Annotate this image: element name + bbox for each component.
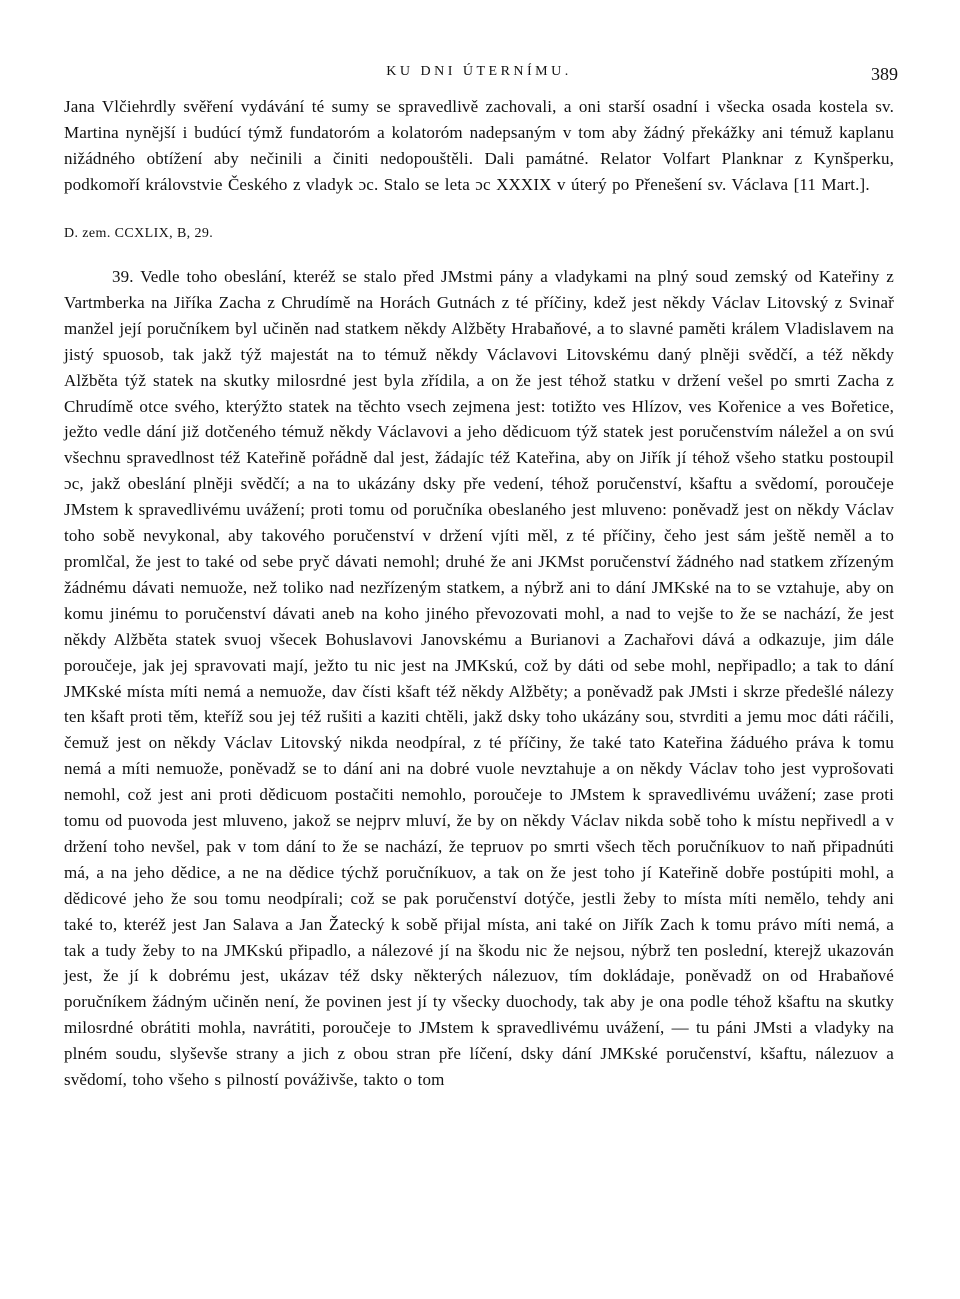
- running-title: KU DNI ÚTERNÍMU.: [386, 64, 572, 79]
- paragraph-1: [64, 94, 894, 198]
- paragraph-1-text: Jana Vlčiehrdly svěření vydávání té sumy se spravedlivě zachovali, a oni starší osadní i všecka osada kostela sv. Martina nynější i budúcí týmž fundatoróm a kolatoróm nadepsaným v tom aby žádný překážky ani témuž kaplanu nižádného obtížení aby nečinili a činiti nedopouštěli. Dali památné. Relator Volfart Planknar z Kynšperku, podkomoří královstvie Českého z vladyk ɔc. Stalo se leta ɔc XXXIX v úterý po Přenešení sv. Václava [11 Mart.].: [64, 97, 894, 194]
- paragraph-2-text: Vedle toho obeslání, kteréž se stalo před JMstmi pány a vladykami na plný soud zemský od Kateřiny z Vartmberka na Jiříka Zacha z Chrudímě na Horách Gutnách z té příčiny, kdež jest někdy Václav Litovský z Svinař manžel její poručníkem byl učiněn nad statkem někdy Alžběty Hrabaňové, a to slavné paměti králem Vladislavem na jistý spuosob, tak jakž týž majestát na to témuž někdy Václavovi Litovskému daný plněji svědčí, a též někdy Alžběta týž statek na skutky milosrdné jest byla zřídila, a on že jest téhož statku v držení vešel po smrti Zacha z Chrudímě otce svého, kterýžto statek na těchto vsech zejmena jest: totižto ves Hlízov, ves Kořenice a ves Bořetice, ježto vedle dání již dotčeného témuž někdy Václavovi a jeho dědicuom týž statek jest poručenstvím náležel a on svú všechnu spravedlnost též Kateřině pořádně dal jest, žádajíc též Kateřina, aby on Jiřík jí téhož všeho statku postoupil ɔc, jakž obeslání plněji svědčí; a na to ukázány dsky pře vedení, téhož poručenství, kšaftu a svědomí, poroučeje JMstem k spravedlivému uvážení; proti tomu od poručníka obeslaného jest mluveno: poněvadž jest on někdy Václav toho sobě nevykonal, aby takového poručenství v držení vjíti měl, z té příčiny, čeho jest sám ještě neměl a to promlčal, že jest to také od sebe pryč dávati nemohl; druhé že ani JKMst poručenství žádného nad statkem zřízeným žádnému dávati nemuože, než toliko nad nezřízeným statkem, a nýbrž ani to dání JMKské na to se vztahuje, aby on komu jinému to poručenství dávati aneb na koho jiného převozovati mohl, a nad to vejše to že se nachází, že jest někdy Alžběta statek svuoj všecek Bohuslavovi Janovskému a Burianovi a Zachařovi dává a odkazuje, jim dále poroučeje, jak jej spravovati mají, ježto tu nic jest na JMKskú, což by dáti od sebe mohl, nepřipadlo; a tak to dání JMKské místa míti nemá a nemuože, dav čísti kšaft též někdy Alžběty; a poněvadž pak JMsti i skrze předešlé nálezy ten kšaft proti těm, kteříž sou jej též rušiti a kaziti chtěli, jakž dsky toho ukázány sou, stvrditi a jemu moc dáti ráčili, čemuž jest on někdy Václav Litovský nikda neodpíral, z té příčiny, že také tato Kateřina žáduého práva k tomu nemá a míti nemuože, poněvadž se to dání ani na dobré vuole nevztahuje a on někdy Václav toho jest vyprošovati nemohl, což jest ani proti dědicuom postačiti nemohlo, poroučeje to JMstem k spravedlivému uvážení; zase proti tomu od puovoda jest mluveno, jakož se nejprv mluví, že by on někdy Václav nikda sobě toho k místu nepřivedl a v držení toho nevšel, pak v tom dání to že se nachází, že tepruov po smrti všech těch poručníkuov to naň připadnúti má, a na jeho dědice, a ne na dědice týchž poručníkuov, a tak on že jest toho jí Kateřině dobře postúpiti mohl, a dědicové jeho že sou tomu neodpírali; což se pak poručenství dotýče, jestli žeby to místa míti nemělo, tehdy ani také to, kteréž jest Jan Salava a Jan Žatecký k sobě přijal místa, ani také on Jiřík Zach k tomu právo míti nemá, a tak a tudy žeby to na JMKskú připadlo, a nálezové jí na škodu nic že nejsou, nýbrž ten poslední, kterejž ukazován jest, že jí k dobrému jest, ukázav též dsky některých nálezuov, tím dokládaje, poněvadž on od Hrabaňové poručníkem žádným učiněn není, že povinen jest jí ty všecky duochody, tak aby je ona podle téhož kšaftu na skutky milosrdné obrátiti mohla, navrátiti, poroučeje to JMstem k spravedlivému uvážení, — tu páni JMsti a vladyky na plném soudu, slyševše strany a jich z obou stran pře líčení, dsky dání JMKské poručenství, kšaftu, nálezuov a svědomí, toho všeho s pilností pováživše, takto o tom: [64, 267, 894, 1090]
- paragraph-2-number: 39.: [112, 267, 134, 286]
- page-number: 389: [871, 64, 898, 84]
- running-head: [64, 62, 898, 86]
- paragraph-2: [64, 264, 894, 1093]
- source-citation: D. zem. CCXLIX, B, 29.: [64, 226, 214, 241]
